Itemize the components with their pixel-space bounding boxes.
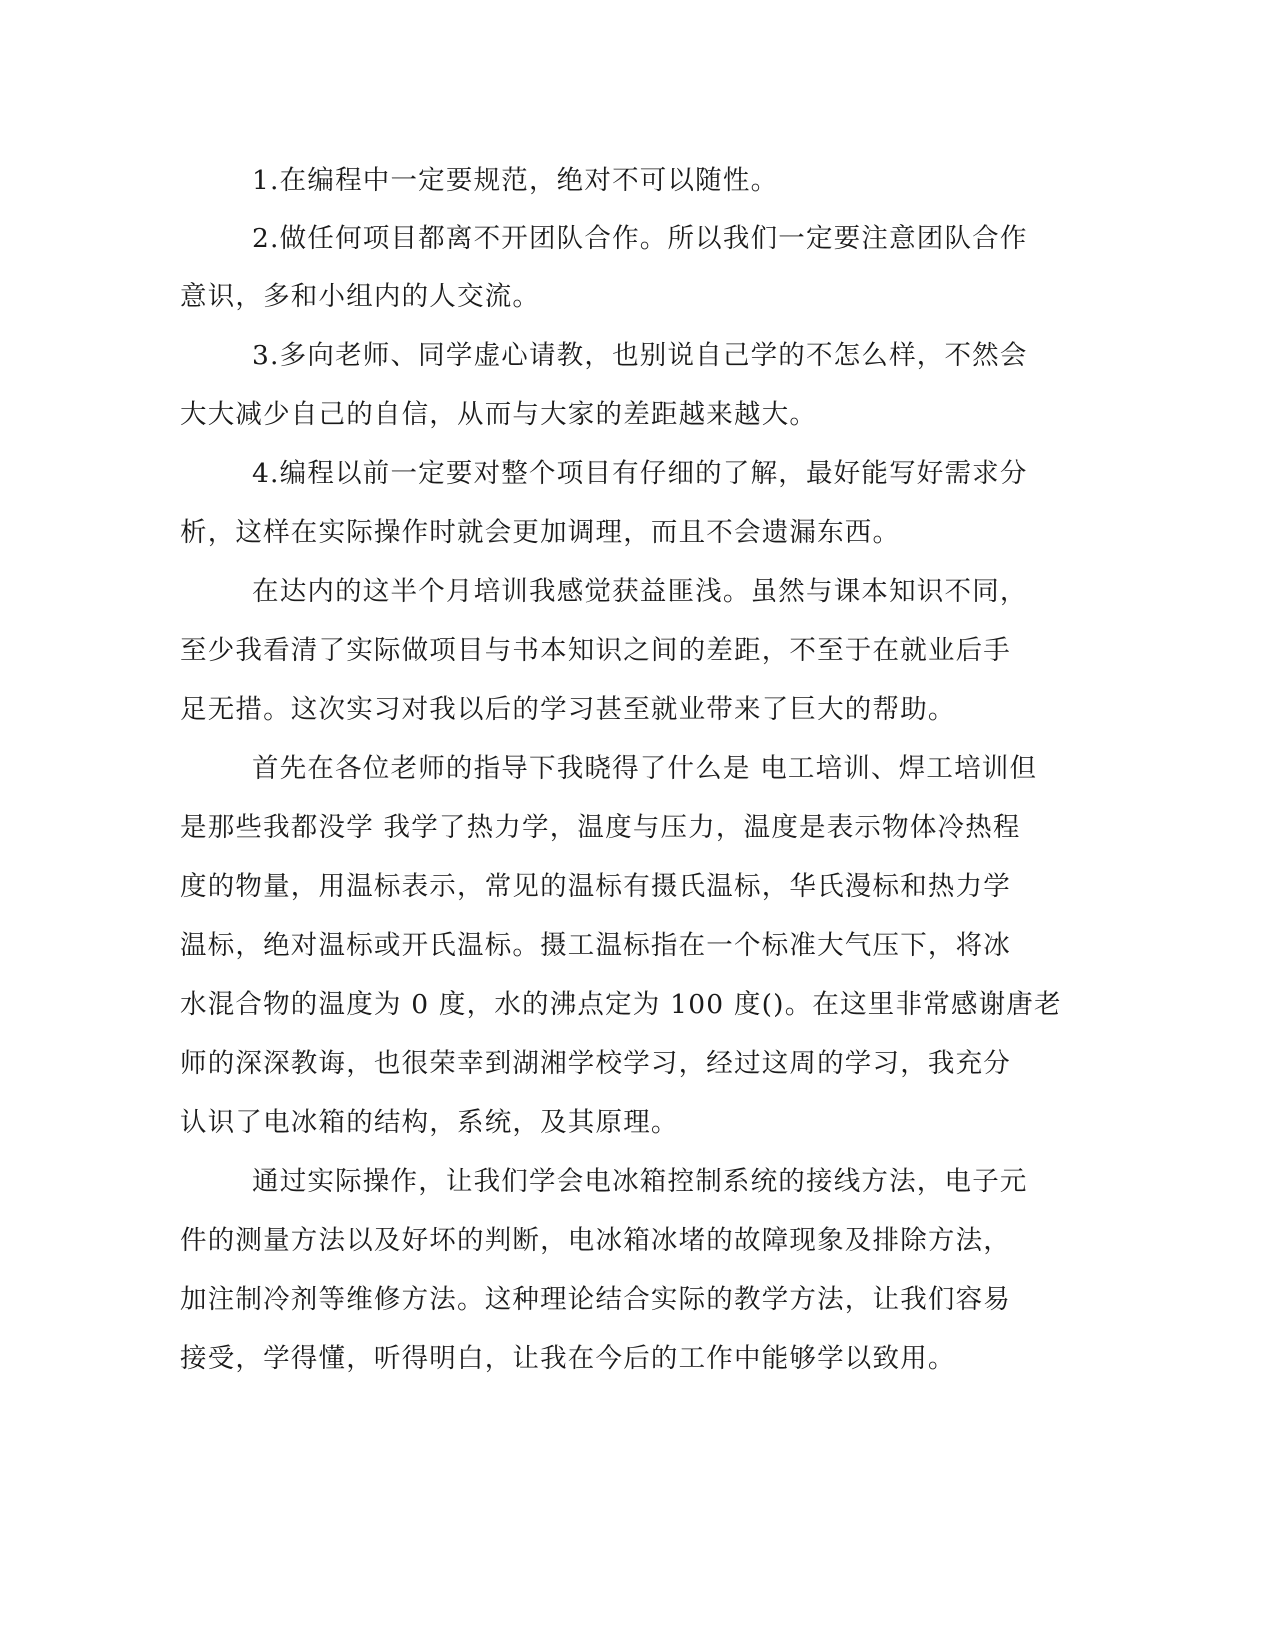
paragraph-7-line-4: 接受，学得懂，听得明白，让我在今后的工作中能够学以致用。 [180, 1343, 956, 1374]
paragraph-5-line-2: 至少我看清了实际做项目与书本知识之间的差距，不至于在就业后手 [180, 635, 1011, 666]
paragraph-3-line-2: 大大减少自己的自信，从而与大家的差距越来越大。 [180, 399, 818, 430]
paragraph-6-line-2: 是那些我都没学 我学了热力学，温度与压力，温度是表示物体冷热程 [180, 812, 1021, 843]
paragraph-6-line-4: 温标，绝对温标或开氏温标。摄工温标指在一个标准大气压下，将冰 [180, 930, 1011, 961]
paragraph-6-line-1: 首先在各位老师的指导下我晓得了什么是 电工培训、焊工培训但 [252, 753, 1038, 784]
paragraph-6-line-5: 水混合物的温度为 0 度，水的沸点定为 100 度()。在这里非常感谢唐老 [180, 989, 1062, 1020]
paragraph-1-line-1: 1.在编程中一定要规范，绝对不可以随性。 [252, 165, 779, 196]
paragraph-5-line-1: 在达内的这半个月培训我感觉获益匪浅。虽然与课本知识不同， [252, 576, 1028, 607]
paragraph-6-line-7: 认识了电冰箱的结构，系统，及其原理。 [180, 1107, 679, 1138]
paragraph-3-line-1: 3.多向老师、同学虚心请教，也别说自己学的不怎么样，不然会 [252, 340, 1028, 371]
paragraph-4-line-1: 4.编程以前一定要对整个项目有仔细的了解，最好能写好需求分 [252, 458, 1028, 489]
paragraph-2-line-1: 2.做任何项目都离不开团队合作。所以我们一定要注意团队合作 [252, 223, 1028, 254]
paragraph-6-line-3: 度的物量，用温标表示，常见的温标有摄氏温标，华氏漫标和热力学 [180, 871, 1011, 902]
paragraph-6-line-6: 师的深深教诲，也很荣幸到湖湘学校学习，经过这周的学习，我充分 [180, 1048, 1011, 1079]
paragraph-7-line-3: 加注制冷剂等维修方法。这种理论结合实际的教学方法，让我们容易 [180, 1284, 1011, 1315]
paragraph-5-line-3: 足无措。这次实习对我以后的学习甚至就业带来了巨大的帮助。 [180, 694, 956, 725]
paragraph-2-line-2: 意识，多和小组内的人交流。 [180, 281, 541, 312]
paragraph-7-line-2: 件的测量方法以及好坏的判断，电冰箱冰堵的故障现象及排除方法， [180, 1225, 1011, 1256]
paragraph-7-line-1: 通过实际操作，让我们学会电冰箱控制系统的接线方法，电子元 [252, 1166, 1028, 1197]
paragraph-4-line-2: 析，这样在实际操作时就会更加调理，而且不会遗漏东西。 [180, 517, 901, 548]
